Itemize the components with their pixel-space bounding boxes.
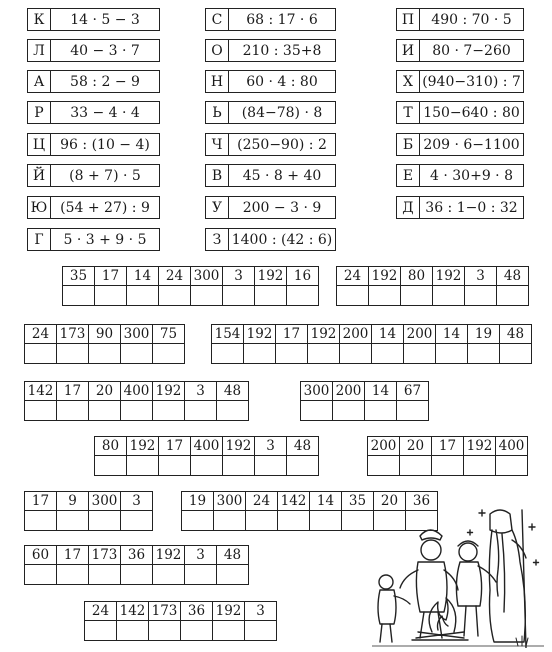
answer-number-cell: 300 [191,267,223,286]
answer-number-cell: 173 [89,546,121,565]
answer-letter-blank[interactable] [365,401,397,421]
answer-number-cell: 192 [308,325,340,344]
answer-number-cell: 20 [374,492,406,511]
answer-letter-blank[interactable] [217,565,249,585]
answer-letter-blank[interactable] [57,565,89,585]
answer-number-cell: 300 [301,382,333,401]
card-expression: 4 · 30+9 · 8 [430,167,513,184]
card-letter: О [206,40,229,61]
answer-number-cell: 20 [89,382,121,401]
expression-card [27,70,160,93]
answer-number-cell: 142 [278,492,310,511]
card-expression: 209 · 6−1100 [423,136,520,153]
answer-letter-blank[interactable] [401,286,433,306]
card-expression: 45 · 8 + 40 [242,167,322,184]
answer-letter-blank[interactable] [287,286,319,306]
answer-letter-blank[interactable] [25,401,57,421]
answer-letter-blank[interactable] [464,456,496,476]
answer-numbers-row [25,382,249,401]
answer-number-cell: 48 [287,437,319,456]
answer-number-cell: 75 [153,325,185,344]
answer-number-cell: 24 [25,325,57,344]
answer-number-cell: 20 [400,437,432,456]
answer-letter-blank[interactable] [369,286,401,306]
answer-letter-blank[interactable] [308,344,340,364]
answer-letter-blank[interactable] [57,401,89,421]
answer-letters-row [85,621,277,641]
answer-letter-blank[interactable] [89,565,121,585]
answer-number-cell: 154 [212,325,244,344]
answer-letters-row [25,344,185,364]
answer-numbers-row [85,602,277,621]
answer-letter-blank[interactable] [497,286,529,306]
answer-letter-blank[interactable] [245,621,277,641]
answer-letter-blank[interactable] [217,401,249,421]
answer-grid [211,324,532,364]
answer-letter-blank[interactable] [89,511,121,531]
expression-card [27,133,160,156]
answer-number-cell: 142 [117,602,149,621]
answer-grid [62,266,319,306]
expression-card [205,196,336,219]
answer-number-cell: 14 [310,492,342,511]
answer-number-cell: 36 [121,546,153,565]
answer-number-cell: 17 [432,437,464,456]
answer-numbers-row [63,267,319,286]
answer-number-cell: 3 [121,492,153,511]
answer-number-cell: 17 [159,437,191,456]
card-expression: (940−310) : 7 [422,73,521,90]
answer-letter-blank[interactable] [153,401,185,421]
expression-card [205,164,336,187]
card-letter: П [397,9,420,30]
answer-numbers-row [337,267,529,286]
answer-letter-blank[interactable] [246,511,278,531]
answer-grid [367,436,528,476]
card-expression: 33 − 4 · 4 [70,104,140,121]
answer-letter-blank[interactable] [57,511,89,531]
answer-letter-blank[interactable] [127,286,159,306]
campfire-illustration-icon [372,500,544,648]
card-letter: Т [397,102,420,123]
answer-letter-blank[interactable] [89,344,121,364]
answer-numbers-row [368,437,528,456]
answer-letter-blank[interactable] [95,456,127,476]
answer-letter-blank[interactable] [191,456,223,476]
answer-letter-blank[interactable] [181,621,213,641]
answer-number-cell: 17 [25,492,57,511]
card-expression: 40 − 3 · 7 [70,42,140,59]
answer-letter-blank[interactable] [432,456,464,476]
answer-numbers-row [301,382,429,401]
card-expression: 5 · 3 + 9 · 5 [63,231,147,248]
answer-letter-blank[interactable] [465,286,497,306]
expression-card [205,228,336,251]
answer-letter-blank[interactable] [212,344,244,364]
answer-number-cell: 24 [337,267,369,286]
expression-card [396,133,524,156]
card-expression: 200 − 3 · 9 [242,199,322,216]
answer-number-cell: 60 [25,546,57,565]
answer-number-cell: 17 [57,382,89,401]
answer-number-cell: 3 [185,546,217,565]
answer-number-cell: 3 [185,382,217,401]
answer-letter-blank[interactable] [63,286,95,306]
card-expression: 1400 : (42 : 6) [231,231,333,248]
answer-number-cell: 192 [153,382,185,401]
expression-card [396,196,524,219]
card-letter: Л [28,40,51,61]
card-letter: Ц [28,134,51,155]
card-letter: Х [397,71,420,92]
answer-number-cell: 400 [496,437,528,456]
card-expression: 36 : 1−0 : 32 [425,199,518,216]
answer-letter-blank[interactable] [153,344,185,364]
card-letter: Р [28,102,51,123]
answer-number-cell: 17 [95,267,127,286]
answer-grid [24,324,185,364]
card-letter: Й [28,165,51,186]
answer-number-cell: 24 [159,267,191,286]
card-letter: Ч [206,134,229,155]
answer-letter-blank[interactable] [223,456,255,476]
answer-letter-blank[interactable] [400,456,432,476]
answer-letter-blank[interactable] [121,565,153,585]
answer-letter-blank[interactable] [404,344,436,364]
answer-number-cell: 192 [464,437,496,456]
card-expression: (54 + 27) : 9 [60,199,150,216]
answer-number-cell: 3 [465,267,497,286]
answer-letter-blank[interactable] [340,344,372,364]
answer-letter-blank[interactable] [95,286,127,306]
answer-letter-blank[interactable] [57,344,89,364]
answer-number-cell: 192 [244,325,276,344]
answer-number-cell: 9 [57,492,89,511]
answer-letters-row [25,511,153,531]
answer-letter-blank[interactable] [397,401,429,421]
answer-number-cell: 14 [436,325,468,344]
answer-number-cell: 14 [365,382,397,401]
answer-letter-blank[interactable] [185,401,217,421]
answer-letter-blank[interactable] [185,565,217,585]
answer-number-cell: 173 [149,602,181,621]
expression-card [27,164,160,187]
answer-letter-blank[interactable] [500,344,532,364]
card-expression: (250−90) : 2 [237,136,327,153]
card-expression: 80 · 7−260 [432,42,511,59]
answer-grid [24,545,249,585]
card-expression: 490 : 70 · 5 [431,11,512,28]
expression-card [205,8,336,31]
expression-card [205,101,336,124]
card-expression: (84−78) · 8 [241,104,323,121]
answer-letter-blank[interactable] [214,511,246,531]
answer-letter-blank[interactable] [368,456,400,476]
answer-number-cell: 48 [500,325,532,344]
card-expression: 68 : 17 · 6 [246,11,318,28]
answer-letter-blank[interactable] [25,565,57,585]
answer-numbers-row [95,437,319,456]
answer-numbers-row [212,325,532,344]
expression-card [396,164,524,187]
answer-grid [84,601,277,641]
answer-letter-blank[interactable] [159,286,191,306]
expression-card [205,39,336,62]
answer-grid [300,381,429,421]
card-expression: 150−640 : 80 [423,104,520,121]
answer-letter-blank[interactable] [182,511,214,531]
answer-number-cell: 48 [217,382,249,401]
card-letter: З [206,229,229,250]
answer-number-cell: 35 [63,267,95,286]
card-letter: С [206,9,229,30]
answer-number-cell: 173 [57,325,89,344]
answer-number-cell: 300 [89,492,121,511]
expression-card [27,8,160,31]
answer-letter-blank[interactable] [244,344,276,364]
card-expression: 58 : 2 − 9 [70,73,140,90]
answer-number-cell: 17 [276,325,308,344]
answer-letter-blank[interactable] [121,401,153,421]
card-letter: Ь [206,102,229,123]
answer-letter-blank[interactable] [276,344,308,364]
card-letter: У [206,197,229,218]
expression-card [27,39,160,62]
answer-grid [336,266,529,306]
answer-letter-blank[interactable] [25,511,57,531]
answer-number-cell: 200 [340,325,372,344]
expression-card [27,101,160,124]
expression-card [396,101,524,124]
expression-card [27,228,160,251]
answer-number-cell: 67 [397,382,429,401]
expression-card [205,70,336,93]
answer-number-cell: 400 [191,437,223,456]
answer-letter-blank[interactable] [278,511,310,531]
answer-letter-blank[interactable] [310,511,342,531]
answer-grid [24,491,153,531]
answer-letter-blank[interactable] [337,286,369,306]
answer-number-cell: 35 [342,492,374,511]
card-expression: (8 + 7) · 5 [69,167,141,184]
expression-card [205,133,336,156]
answer-number-cell: 200 [333,382,365,401]
answer-number-cell: 48 [217,546,249,565]
answer-letters-row [212,344,532,364]
answer-number-cell: 24 [85,602,117,621]
answer-numbers-row [25,325,185,344]
answer-number-cell: 192 [153,546,185,565]
answer-letter-blank[interactable] [213,621,245,641]
answer-letter-blank[interactable] [127,456,159,476]
answer-letter-blank[interactable] [159,456,191,476]
card-letter: А [28,71,51,92]
answer-number-cell: 400 [121,382,153,401]
answer-letters-row [368,456,528,476]
card-letter: К [28,9,51,30]
answer-number-cell: 36 [406,492,438,511]
answer-letter-blank[interactable] [191,286,223,306]
answer-letter-blank[interactable] [255,456,287,476]
answer-number-cell: 3 [245,602,277,621]
answer-number-cell: 14 [127,267,159,286]
answer-numbers-row [25,546,249,565]
answer-number-cell: 3 [223,267,255,286]
answer-letter-blank[interactable] [287,456,319,476]
answer-number-cell: 200 [404,325,436,344]
answer-letter-blank[interactable] [433,286,465,306]
answer-letter-blank[interactable] [149,621,181,641]
answer-number-cell: 19 [468,325,500,344]
answer-letter-blank[interactable] [372,344,404,364]
card-letter: И [397,40,420,61]
answer-letter-blank[interactable] [301,401,333,421]
answer-letter-blank[interactable] [121,511,153,531]
card-expression: 210 : 35+8 [242,42,322,59]
answer-letter-blank[interactable] [153,565,185,585]
answer-letter-blank[interactable] [436,344,468,364]
answer-number-cell: 200 [368,437,400,456]
answer-letter-blank[interactable] [85,621,117,641]
answer-grid [24,381,249,421]
answer-number-cell: 90 [89,325,121,344]
answer-number-cell: 192 [213,602,245,621]
answer-number-cell: 192 [255,267,287,286]
answer-number-cell: 80 [401,267,433,286]
answer-number-cell: 80 [95,437,127,456]
answer-number-cell: 17 [57,546,89,565]
answer-number-cell: 24 [246,492,278,511]
answer-letter-blank[interactable] [25,344,57,364]
expression-card [396,39,524,62]
answer-letters-row [337,286,529,306]
answer-number-cell: 48 [497,267,529,286]
answer-letter-blank[interactable] [468,344,500,364]
card-expression: 60 · 4 : 80 [246,73,318,90]
card-letter: Д [397,197,420,218]
answer-numbers-row [25,492,153,511]
expression-card [396,8,524,31]
answer-letters-row [95,456,319,476]
answer-letters-row [301,401,429,421]
card-letter: Б [397,134,420,155]
card-expression: 96 : (10 − 4) [60,136,150,153]
card-expression: 14 · 5 − 3 [70,11,140,28]
answer-letter-blank[interactable] [496,456,528,476]
answer-letters-row [25,565,249,585]
answer-letter-blank[interactable] [121,344,153,364]
answer-letters-row [25,401,249,421]
answer-number-cell: 192 [369,267,401,286]
answer-letter-blank[interactable] [89,401,121,421]
card-letter: Г [28,229,51,250]
expression-card [27,196,160,219]
answer-number-cell: 192 [433,267,465,286]
answer-number-cell: 142 [25,382,57,401]
answer-number-cell: 192 [223,437,255,456]
answer-number-cell: 16 [287,267,319,286]
answer-number-cell: 14 [372,325,404,344]
card-letter: Е [397,165,420,186]
answer-number-cell: 300 [121,325,153,344]
answer-number-cell: 19 [182,492,214,511]
answer-number-cell: 300 [214,492,246,511]
answer-number-cell: 192 [127,437,159,456]
answer-letter-blank[interactable] [342,511,374,531]
answer-letter-blank[interactable] [223,286,255,306]
answer-letter-blank[interactable] [333,401,365,421]
answer-number-cell: 3 [255,437,287,456]
answer-letter-blank[interactable] [117,621,149,641]
expression-card [396,70,524,93]
answer-letter-blank[interactable] [255,286,287,306]
answer-letters-row [63,286,319,306]
answer-grid [94,436,319,476]
card-letter: Ю [28,197,51,218]
card-letter: В [206,165,229,186]
answer-number-cell: 36 [181,602,213,621]
card-letter: Н [206,71,229,92]
